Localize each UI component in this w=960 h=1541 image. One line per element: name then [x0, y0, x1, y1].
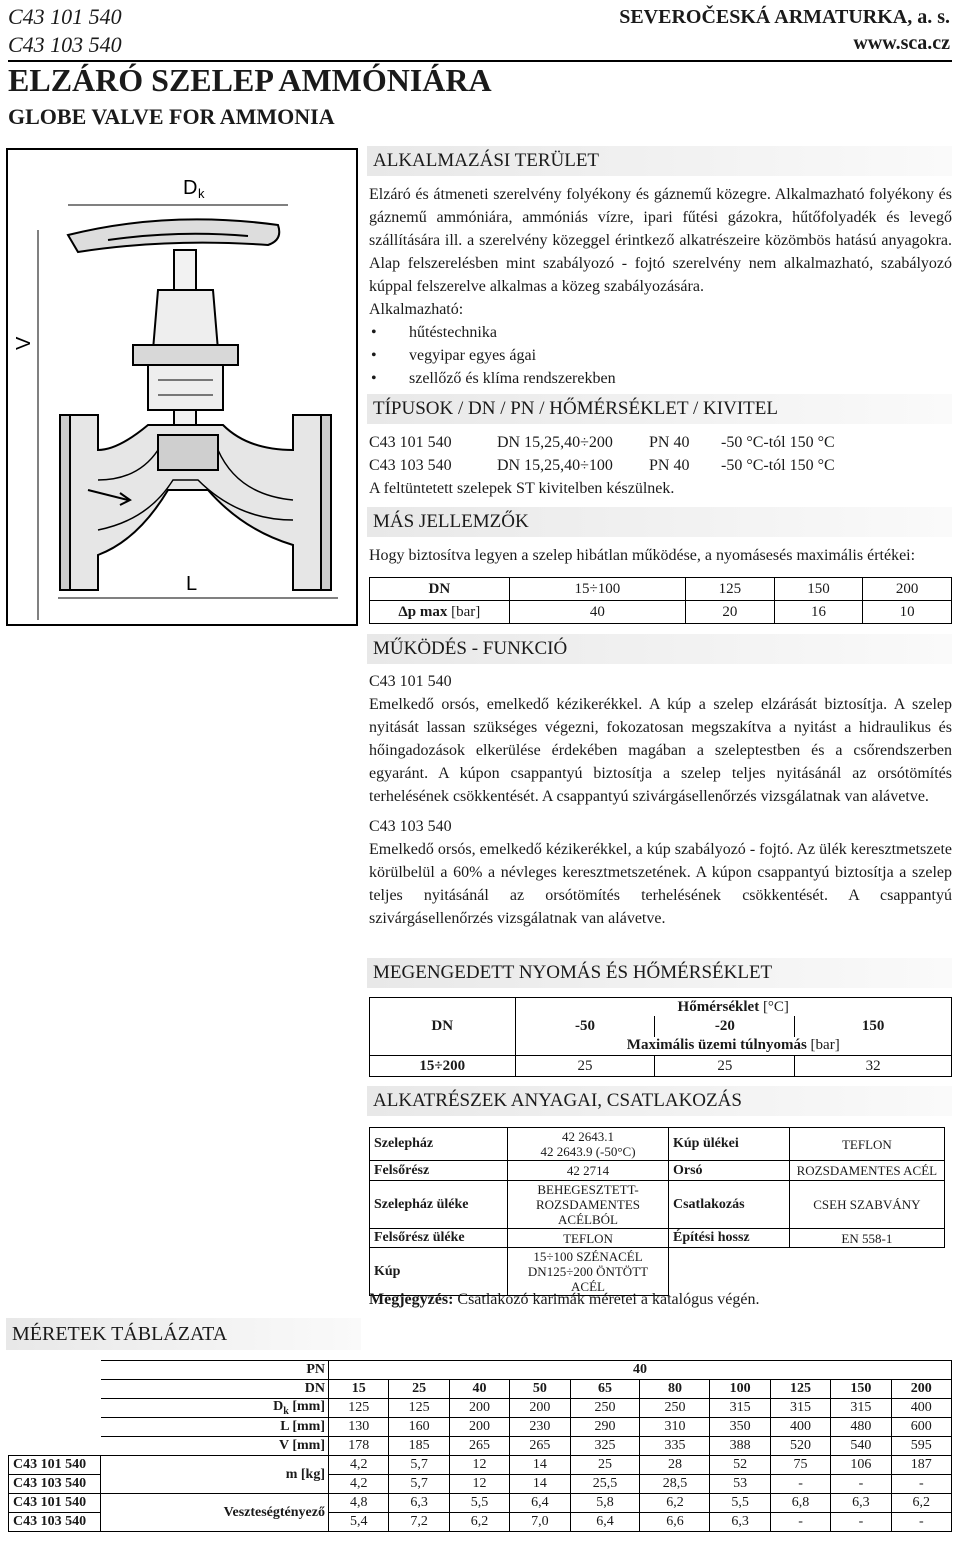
table-cell: 50 — [510, 1380, 570, 1399]
table-cell: 40 — [509, 601, 685, 624]
table-row — [9, 1437, 952, 1456]
row-code: C43 103 540 — [9, 1513, 101, 1532]
table-cell: 6,3 — [389, 1494, 449, 1513]
table-cell: 10 — [863, 601, 952, 624]
table-row — [370, 1161, 945, 1181]
dk-label: D — [183, 177, 198, 199]
section-heading-materials: ALKATRÉSZEK ANYAGAI, CSATLAKOZÁS — [367, 1086, 952, 1116]
type-dn: DN 15,25,40÷100 — [497, 457, 613, 474]
empty-cell — [789, 1248, 944, 1296]
table-cell: - — [831, 1513, 891, 1532]
mass-label: m [kg] — [101, 1456, 329, 1494]
material-value: ROZSDAMENTES ACÉL — [789, 1161, 944, 1181]
material-label: Szelepház üléke — [370, 1181, 508, 1229]
valve-cross-section — [8, 150, 356, 624]
temp-col: 150 — [795, 1016, 952, 1036]
type-temp: -50 °C-tól 150 °C — [721, 434, 835, 451]
material-label: Kúp ülékei — [669, 1128, 790, 1161]
function-text — [369, 670, 952, 930]
row-code: C43 103 540 — [9, 1475, 101, 1494]
type-row — [369, 454, 952, 477]
table-cell: - — [891, 1513, 951, 1532]
table-cell: 250 — [640, 1399, 710, 1418]
table-cell: 400 — [770, 1418, 830, 1437]
table-cell: 310 — [640, 1418, 710, 1437]
dn-header: DN — [370, 998, 516, 1056]
table-cell: 200 — [891, 1380, 951, 1399]
table-row — [370, 1181, 945, 1229]
material-value: CSEH SZABVÁNY — [789, 1181, 944, 1229]
table-cell: 6,2 — [891, 1494, 951, 1513]
pn-label: PN — [101, 1361, 329, 1380]
table-cell: 65 — [570, 1380, 640, 1399]
table-cell: 25,5 — [570, 1475, 640, 1494]
table-cell: 75 — [770, 1456, 830, 1475]
dn-label: DN — [101, 1380, 329, 1399]
type-temp: -50 °C-tól 150 °C — [721, 457, 835, 474]
table-cell: 15 — [329, 1380, 389, 1399]
material-label: Szelepház — [370, 1128, 508, 1161]
table-cell: 25 — [389, 1380, 449, 1399]
table-cell: 265 — [510, 1437, 570, 1456]
product-code-2: C43 103 540 — [8, 32, 122, 57]
table-row — [370, 1229, 945, 1248]
dn-header: DN — [370, 578, 510, 601]
table-row — [9, 1361, 952, 1380]
table-row — [370, 1128, 945, 1161]
row-code: C43 101 540 — [9, 1456, 101, 1475]
usage-list — [369, 321, 952, 390]
table-cell: 335 — [640, 1437, 710, 1456]
table-cell: 125 — [770, 1380, 830, 1399]
table-cell: 40 — [449, 1380, 509, 1399]
table-cell: - — [770, 1475, 830, 1494]
function-subheading-1: C43 101 540 — [369, 673, 452, 690]
material-label: Felsőrész — [370, 1161, 508, 1181]
table-cell: 125 — [329, 1399, 389, 1418]
list-item: • hűtéstechnika — [369, 321, 952, 344]
function-subheading-2: C43 103 540 — [369, 818, 452, 835]
table-cell: 200 — [449, 1418, 509, 1437]
material-value: BEHEGESZTETT- ROZSDAMENTES ACÉLBÓL — [508, 1181, 669, 1229]
table-cell: 14 — [510, 1475, 570, 1494]
table-cell: 6,8 — [770, 1494, 830, 1513]
table-row — [370, 601, 952, 624]
table-cell: 265 — [449, 1437, 509, 1456]
table-cell: 595 — [891, 1437, 951, 1456]
table-cell: 6,2 — [640, 1494, 710, 1513]
other-text: Hogy biztosítva legyen a szelep hibátlan működése, a nyomásesés maximális értékei: — [369, 547, 916, 564]
product-code-1: C43 101 540 — [8, 4, 122, 29]
table-row — [9, 1399, 952, 1418]
material-value: 42 2643.1 42 2643.9 (-50°C) — [508, 1128, 669, 1161]
types-note: A feltüntetett szelepek ST kivitelben készülnek. — [369, 480, 675, 497]
max-pressure-header: Maximális üzemi túlnyomás [bar] — [515, 1037, 952, 1056]
table-cell: 4,2 — [329, 1475, 389, 1494]
table-cell: 200 — [510, 1399, 570, 1418]
pn-value: 40 — [329, 1361, 952, 1380]
material-label: Orsó — [669, 1161, 790, 1181]
table-cell: 600 — [891, 1418, 951, 1437]
table-cell: 5,7 — [389, 1475, 449, 1494]
table-cell: 52 — [710, 1456, 770, 1475]
table-cell: 5,7 — [389, 1456, 449, 1475]
material-value: 42 2714 — [508, 1161, 669, 1181]
table-cell: 125 — [389, 1399, 449, 1418]
table-row — [370, 998, 952, 1017]
materials-note: Megjegyzés: Csatlakozó karimák méretei a katalógus végén. — [369, 1291, 760, 1308]
table-cell: 53 — [710, 1475, 770, 1494]
table-cell: 15÷100 — [509, 578, 685, 601]
table-cell: 28,5 — [640, 1475, 710, 1494]
types-block — [369, 431, 952, 500]
page-subtitle: GLOBE VALVE FOR AMMONIA — [8, 104, 335, 129]
section-heading-types: TÍPUSOK / DN / PN / HŐMÉRSÉKLET / KIVITEL — [367, 394, 952, 424]
table-cell: - — [891, 1475, 951, 1494]
table-cell: 12 — [449, 1475, 509, 1494]
table-row — [9, 1456, 952, 1475]
table-cell: 6,3 — [710, 1513, 770, 1532]
table-cell: 185 — [389, 1437, 449, 1456]
table-cell: 350 — [710, 1418, 770, 1437]
table-cell: 5,5 — [449, 1494, 509, 1513]
usable-label: Alkalmazható: — [369, 301, 464, 318]
table-cell: 80 — [640, 1380, 710, 1399]
table-row — [370, 1056, 952, 1077]
company-block — [619, 4, 950, 56]
temp-col: -20 — [655, 1016, 795, 1036]
table-cell: 200 — [449, 1399, 509, 1418]
v-label: V — [13, 336, 35, 350]
material-label: Felsőrész üléke — [370, 1229, 508, 1248]
table-cell: 480 — [831, 1418, 891, 1437]
table-cell: 130 — [329, 1418, 389, 1437]
type-dn: DN 15,25,40÷200 — [497, 434, 613, 451]
type-code: C43 101 540 — [369, 434, 452, 451]
list-item: • vegyipar egyes ágai — [369, 344, 952, 367]
table-cell: 400 — [891, 1399, 951, 1418]
table-cell: 12 — [449, 1456, 509, 1475]
company-website[interactable]: www.sca.cz — [853, 32, 950, 54]
table-cell: 100 — [710, 1380, 770, 1399]
table-cell: 230 — [510, 1418, 570, 1437]
table-row — [370, 1248, 945, 1296]
temp-col: -50 — [574, 1017, 595, 1034]
row-code: C43 101 540 — [9, 1494, 101, 1513]
table-cell: 32 — [795, 1056, 952, 1077]
table-cell: 14 — [510, 1456, 570, 1475]
table-row — [370, 578, 952, 601]
table-cell: 25 — [515, 1056, 655, 1077]
table-cell: 325 — [570, 1437, 640, 1456]
material-value: 15÷100 SZÉNACÉL DN125÷200 ÖNTÖTT ACÉL — [508, 1248, 669, 1296]
application-paragraph: Elzáró és átmeneti szerelvény folyékony és gáznemű közegre. Alkalmazható folyékony és gáznemű ammóniára, ammóniás vízre, ipari fűtési gázokra, hűtőfolyadék és levegő szállítására ill. a szerelvény közeggel érintkező alkatrészeire közömbös hatású anyagokra. Alap felszerelésben mint szabályozó - fojtó szerelvény nem alkalmazható, szabályozó kúppal felszerelve alkalmas a közeg szabályozására. — [369, 186, 952, 295]
table-cell: 150 — [831, 1380, 891, 1399]
list-item: • szellőző és klíma rendszerekben — [369, 367, 952, 390]
table-row — [9, 1418, 952, 1437]
pressure-temperature-table — [369, 997, 952, 1077]
table-cell: 6,6 — [640, 1513, 710, 1532]
table-cell: 106 — [831, 1456, 891, 1475]
material-value: TEFLON — [789, 1128, 944, 1161]
application-text — [369, 183, 952, 390]
table-cell: 7,2 — [389, 1513, 449, 1532]
function-paragraph-2: Emelkedő orsós, emelkedő kézikerékkel, a kúp szabályozó - fojtó. Az ülék keresztmetszete körülbelül a 60% a névleges keresztmetszetének. A kúpon csappantyú biztosítja a szelep teljes nyitásánál az orsótömítés terhelésének csökkentését. A csappantyú szivárgásellenőrzés vizsgálatnak van alávetve. — [369, 841, 952, 927]
type-row — [369, 431, 952, 454]
table-cell: 315 — [710, 1399, 770, 1418]
table-cell: 28 — [640, 1456, 710, 1475]
table-cell: 5,5 — [710, 1494, 770, 1513]
type-code: C43 103 540 — [369, 457, 452, 474]
row-dn: 15÷200 — [370, 1056, 516, 1077]
dp-header: Δp max [bar] — [370, 601, 510, 624]
l-label: L — [186, 573, 198, 595]
table-cell: 20 — [686, 601, 775, 624]
material-value: TEFLON — [508, 1229, 669, 1248]
section-heading-other: MÁS JELLEMZŐK — [367, 507, 952, 537]
table-cell: 5,8 — [570, 1494, 640, 1513]
material-label: Csatlakozás — [669, 1181, 790, 1229]
table-cell: - — [831, 1475, 891, 1494]
table-cell: 6,3 — [831, 1494, 891, 1513]
temperature-header: Hőmérséklet [°C] — [515, 998, 952, 1017]
type-pn: PN 40 — [649, 457, 690, 474]
table-cell: 6,4 — [570, 1513, 640, 1532]
table-cell: 25 — [570, 1456, 640, 1475]
table-row — [9, 1494, 952, 1513]
table-row — [9, 1380, 952, 1399]
page-title: ELZÁRÓ SZELEP AMMÓNIÁRA — [8, 62, 492, 98]
section-heading-dimensions: MÉRETEK TÁBLÁZATA — [6, 1318, 361, 1350]
table-cell: 187 — [891, 1456, 951, 1475]
table-cell: 5,4 — [329, 1513, 389, 1532]
table-cell: 540 — [831, 1437, 891, 1456]
type-pn: PN 40 — [649, 434, 690, 451]
table-cell: 16 — [774, 601, 863, 624]
material-label: Kúp — [370, 1248, 508, 1296]
materials-table — [369, 1127, 945, 1296]
company-name: SEVEROČESKÁ ARMATURKA, a. s. — [619, 6, 950, 28]
table-cell: 178 — [329, 1437, 389, 1456]
section-heading-function: MŰKÖDÉS - FUNKCIÓ — [367, 634, 952, 664]
section-heading-application: ALKALMAZÁSI TERÜLET — [367, 146, 952, 176]
table-cell: 520 — [770, 1437, 830, 1456]
table-cell: 290 — [570, 1418, 640, 1437]
dimensions-table — [8, 1360, 952, 1532]
table-cell: 315 — [831, 1399, 891, 1418]
table-cell: 125 — [686, 578, 775, 601]
table-cell: 160 — [389, 1418, 449, 1437]
table-cell: 6,2 — [449, 1513, 509, 1532]
empty-cell — [669, 1248, 790, 1296]
pressure-drop-table — [369, 577, 952, 624]
table-cell: 4,8 — [329, 1494, 389, 1513]
table-cell: - — [770, 1513, 830, 1532]
table-cell: 150 — [774, 578, 863, 601]
table-cell: 200 — [863, 578, 952, 601]
v-label: V [mm] — [101, 1437, 329, 1456]
table-cell: 250 — [570, 1399, 640, 1418]
table-cell: 4,2 — [329, 1456, 389, 1475]
material-value: EN 558-1 — [789, 1229, 944, 1248]
l-label: L [mm] — [101, 1418, 329, 1437]
table-cell: 315 — [770, 1399, 830, 1418]
table-cell: 7,0 — [510, 1513, 570, 1532]
dk-label: $D_k$ [mm] — [101, 1399, 329, 1418]
dk-label-sub: k — [198, 186, 205, 201]
table-cell: 6,4 — [510, 1494, 570, 1513]
function-paragraph-1: Emelkedő orsós, emelkedő kézikerékkel. A kúp a szelep elzárását biztosítja. A szelep nyitását lassan szükséges végezni, fokozatosan megszakítva a nyitást a hidraulikus és hőingadozások elkerülése érdekében magában a szeleptestben és a csőrendszerben egyaránt. A kúpon csappantyú biztosítja a szelep teljes nyitásánál az orsótömítés terhelésének csökkentését. A csappantyú szivárgásellenőrzés vizsgálatnak van alávetve. — [369, 696, 952, 805]
table-cell: 25 — [655, 1056, 795, 1077]
valve-drawing — [6, 148, 358, 626]
material-label: Építési hossz — [669, 1229, 790, 1248]
loss-factor-label: Veszteségtényező — [101, 1494, 329, 1532]
section-heading-pressure: MEGENGEDETT NYOMÁS ÉS HŐMÉRSÉKLET — [367, 958, 952, 988]
table-cell: 388 — [710, 1437, 770, 1456]
